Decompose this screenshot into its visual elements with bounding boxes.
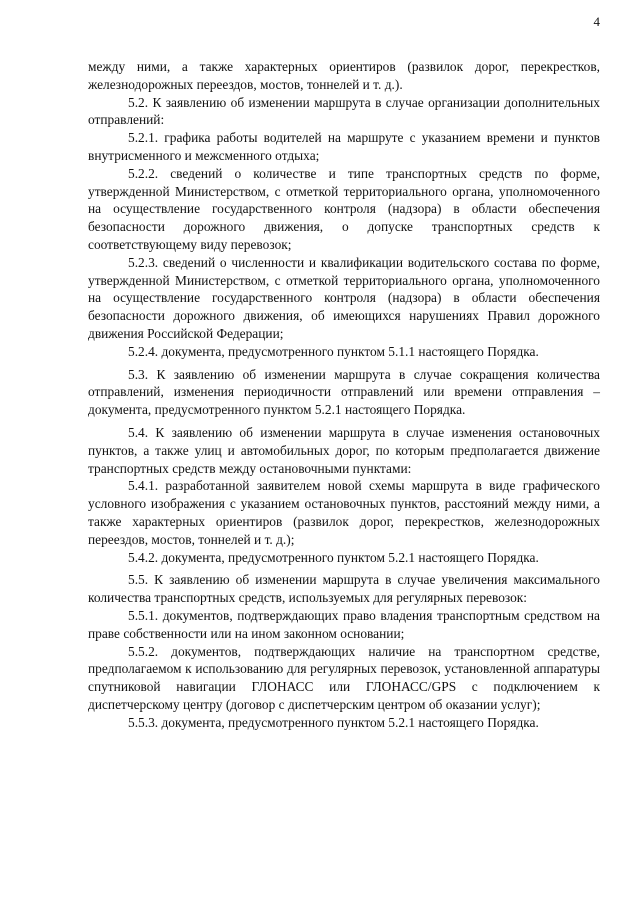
paragraph-5-3: 5.3. К заявлению об изменении маршрута в случае сокращения количества отправлений, изменения периодичности отправлений или времени отправления – документа, предусмотренного пунктом 5.2.1 настоящего Порядка. [88,366,600,418]
paragraph-5-5-1: 5.5.1. документов, подтверждающих право владения транспортным средством на праве собственности или на ином законном основании; [88,607,600,641]
paragraph-5-2-1: 5.2.1. графика работы водителей на маршруте с указанием времени и пунктов внутрисменного и межсменного отдыха; [88,130,600,163]
paragraph-5-5-2: 5.5.2. документов, подтверждающих наличие на транспортном средстве, предполагаемом к использованию для регулярных перевозок, установленной аппаратуры спутниковой навигации ГЛОНАСС или ГЛОНАСС/GPS с подключением к диспетчерскому центру (договор с диспетчерским центром об оказании услуг); [88,643,600,712]
paragraph-5-4-1: 5.4.1. разработанной заявителем новой схемы маршрута в виде графического условного изображения с указанием остановочных пунктов, расстояний между ними, а также характерных ориентиров (развилок дорог, перекрестков, железнодорожных переездов, мостов, тоннелей и т. д.); [88,478,600,547]
page-number: 4 [593,14,600,29]
paragraph-5-4: 5.4. К заявлению об изменении маршрута в случае изменения остановочных пунктов, а также улиц и автомобильных дорог, по которым предполагается движение транспортных средств между остановочными пунктами: [88,424,600,476]
paragraph-5-5-3: 5.5.3. документа, предусмотренного пунктом 5.2.1 настоящего Порядка. [128,714,539,730]
paragraph-5-5: 5.5. К заявлению об изменении маршрута в случае увеличения максимального количества транспортных средств, используемых для регулярных перевозок: [88,572,600,606]
paragraph-5-2-2: 5.2.2. сведений о количестве и типе транспортных средств по форме, утвержденной Министерством, с отметкой территориального органа, уполномоченного на осуществление государственного контроля (надзора) в области обеспечения безопасности дорожного движения, о допуске транспортных средств к соответствующему виду перевозок; [88,165,600,252]
paragraph-5-4-2: 5.4.2. документа, предусмотренного пунктом 5.2.1 настоящего Порядка. [128,549,539,565]
paragraph-5-2: 5.2. К заявлению об изменении маршрута в случае организации дополнительных отправлений: [88,94,600,128]
document-body [88,58,600,731]
paragraph-continuation: между ними, а также характерных ориентиров (развилок дорог, перекрестков, железнодорожных переездов, мостов, тоннелей и т. д.). [88,59,600,92]
paragraph-5-2-4: 5.2.4. документа, предусмотренного пунктом 5.1.1 настоящего Порядка. [128,343,539,359]
paragraph-5-2-3: 5.2.3. сведений о численности и квалификации водительского состава по форме, утвержденной Министерством, с отметкой территориального органа, уполномоченного на осуществление государственного контроля (надзора) в области обеспечения безопасности дорожного движения, об имеющихся нарушениях Правил дорожного движения Российской Федерации; [88,254,600,341]
